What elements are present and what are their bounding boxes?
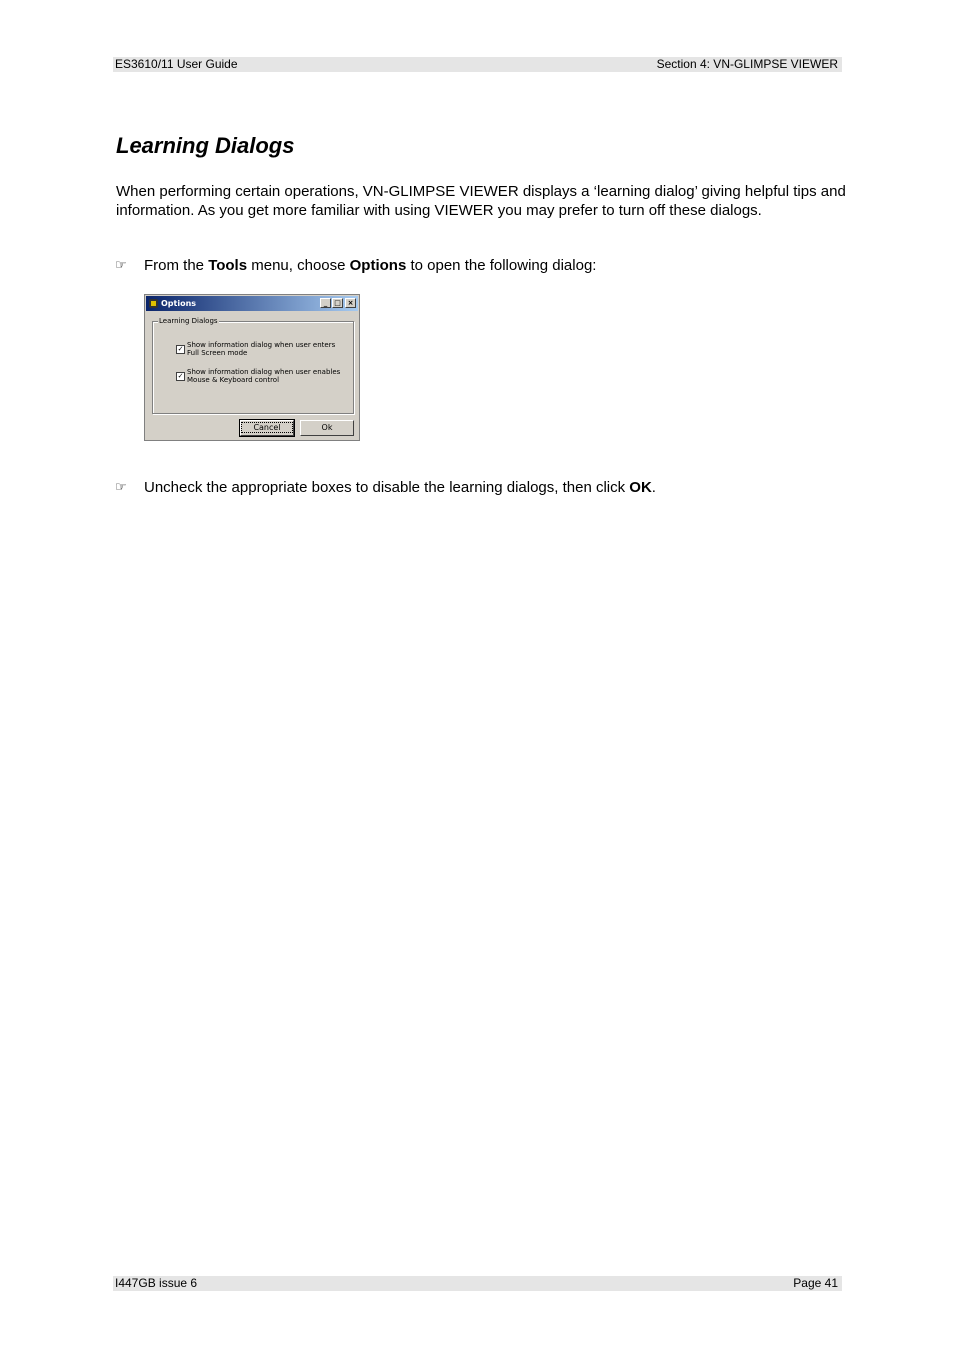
intro-paragraph: When performing certain operations, VN-GLIMPSE VIEWER displays a ‘learning dialog’ giving helpful tips and information. As you get more familiar with using VIEWER you may prefer to turn off these dialogs.	[116, 183, 846, 219]
options-dialog	[144, 294, 360, 441]
section-heading: Learning Dialogs	[116, 133, 295, 158]
full-screen-checkbox[interactable]: ✓	[177, 345, 184, 353]
header-doc-title: ES3610/11 User Guide	[115, 57, 238, 71]
ok-button[interactable]: Ok	[300, 420, 354, 436]
group-label: Learning Dialogs	[159, 317, 218, 325]
tools-menu-ref: Tools	[208, 257, 248, 274]
header-section: Section 4: VN-GLIMPSE VIEWER	[656, 57, 838, 71]
page-footer	[113, 1276, 842, 1291]
close-button[interactable]: ×	[345, 298, 356, 308]
instruction-text-2: Uncheck the appropriate boxes to disable the learning dialogs, then click OK.	[144, 479, 656, 496]
options-menu-ref: Options	[349, 257, 407, 274]
mouse-keyboard-checkbox-label[interactable]: Show information dialog when user enables Mouse & Keyboard control	[187, 368, 341, 384]
footer-issue: I447GB issue 6	[115, 1276, 198, 1290]
app-icon	[149, 299, 158, 308]
instruction-text-1: From the Tools menu, choose Options to open the following dialog:	[144, 257, 597, 274]
full-screen-checkbox-label[interactable]: Show information dialog when user enters Full Screen mode	[187, 341, 336, 357]
dialog-titlebar	[146, 296, 358, 311]
ok-ref: OK	[629, 479, 652, 496]
cancel-button[interactable]: Cancel	[240, 420, 294, 436]
dialog-title: Options	[161, 299, 197, 308]
page-header	[113, 57, 842, 72]
pointing-hand-icon: ☞	[115, 480, 127, 495]
mouse-keyboard-checkbox[interactable]: ✓	[177, 372, 184, 380]
pointing-hand-icon: ☞	[115, 258, 127, 273]
maximize-button[interactable]: □	[332, 298, 343, 308]
minimize-button[interactable]: _	[320, 298, 331, 308]
learning-dialogs-group	[152, 317, 354, 414]
page-number: Page 41	[793, 1276, 838, 1290]
